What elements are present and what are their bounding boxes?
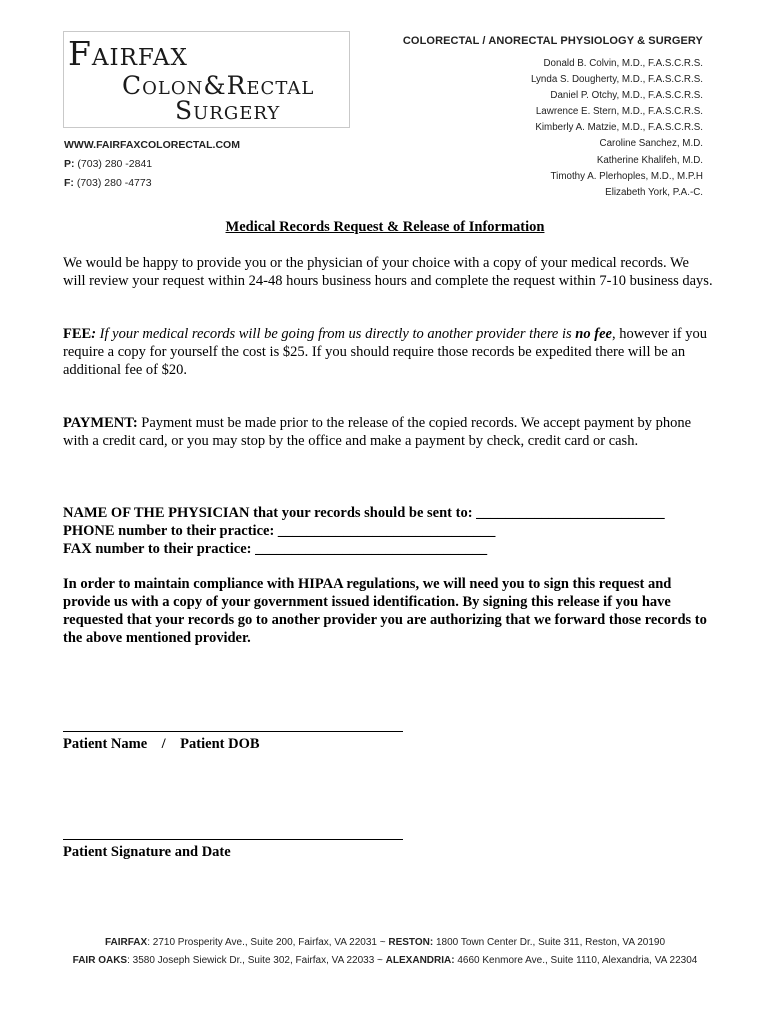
physician-fax-field[interactable]: FAX number to their practice: ________________________________ <box>63 541 488 557</box>
office-name: RESTON: <box>388 937 434 948</box>
provider-name: Donald B. Colvin, M.D., F.A.S.C.R.S. <box>543 58 703 69</box>
logo-line-3: Surgery <box>175 96 281 125</box>
fax-label: F: <box>64 177 74 189</box>
phone-number: (703) 280 -2841 <box>77 158 153 170</box>
fee-colon: : <box>91 326 97 342</box>
fax-number: (703) 280 -4773 <box>76 177 152 189</box>
office-address: 4660 Kenmore Ave., Suite 1110, Alexandria, VA 22304 <box>454 955 698 966</box>
office-name: FAIRFAX <box>104 937 148 948</box>
provider-name: Katherine Khalifeh, M.D. <box>596 154 703 166</box>
practice-title: COLORECTAL / ANORECTAL PHYSIOLOGY & SURGERY <box>402 35 703 47</box>
provider-name: Kimberly A. Matzie, M.D., F.A.S.C.R.S. <box>535 122 703 134</box>
office-address: : 2710 Prosperity Ave., Suite 200, Fairfax, VA 22031 ~ <box>147 937 389 948</box>
phone-line <box>64 158 152 170</box>
payment-text: Payment must be made prior to the release of the copied records. We accept payment by phone with a credit card, or you may stop by the office and make a payment by check, credit card or cash. <box>63 415 692 449</box>
logo-line-1: Fairfax <box>68 34 188 73</box>
fee-italic-text: If your medical records will be going from us directly to another provider there is <box>96 326 576 342</box>
provider-name: Lynda S. Dougherty, M.D., F.A.S.C.R.S. <box>530 74 703 86</box>
office-name: ALEXANDRIA: <box>385 955 455 966</box>
provider-name: Daniel P. Otchy, M.D., F.A.S.C.R.S. <box>550 90 703 102</box>
signature-date-label: Patient Signature and Date <box>63 844 231 860</box>
fax-line <box>64 177 152 189</box>
provider-name: Elizabeth York, P.A.-C. <box>605 186 703 198</box>
hipaa-paragraph: In order to maintain compliance with HIPAA regulations, we will need you to sign this request and provide us with a copy of your government issued identification. By signing this release if you have requested that your records go to another provider you are authorizing that we forward those records to the above mentioned provider. <box>63 576 707 646</box>
physician-phone-field[interactable]: PHONE number to their practice: ______________________________ <box>63 523 496 539</box>
payment-paragraph <box>63 414 713 450</box>
office-address: 1800 Town Center Dr., Suite 311, Reston, VA 20190 <box>433 937 666 948</box>
phone-label: P: <box>64 158 75 170</box>
fee-paragraph <box>63 325 713 379</box>
website-link[interactable]: WWW.FAIRFAXCOLORECTAL.COM <box>64 139 240 151</box>
fee-rest-text: , however if you require a copy for yourself the cost is $25. If you should require those records be expedited there will be an additional fee of $20. <box>63 326 707 378</box>
practice-logo <box>63 31 350 128</box>
no-fee-text: no fee <box>575 326 612 342</box>
fee-label: FEE <box>63 326 92 342</box>
signature-date-line[interactable] <box>63 839 403 840</box>
logo-line-2: Colon&Rectal <box>122 71 315 100</box>
footer-addresses-line-2 <box>0 955 770 966</box>
intro-paragraph: We would be happy to provide you or the physician of your choice with a copy of your medical records. We will review your request within 24-48 hours business hours and complete the request within 7-10 business days. <box>63 255 713 289</box>
provider-list <box>531 56 703 201</box>
footer-addresses-line-1 <box>0 937 770 948</box>
payment-label: PAYMENT: <box>63 415 138 431</box>
provider-name: Lawrence E. Stern, M.D., F.A.S.C.R.S. <box>535 106 703 118</box>
office-name: FAIR OAKS <box>72 955 128 966</box>
office-address: : 3580 Joseph Siewick Dr., Suite 302, Fairfax, VA 22033 ~ <box>127 955 386 966</box>
physician-name-field[interactable]: NAME OF THE PHYSICIAN that your records should be sent to: __________________________ <box>63 505 665 521</box>
document-title: Medical Records Request & Release of Information <box>225 219 545 235</box>
provider-name: Timothy A. Plerhoples, M.D., M.P.H <box>550 170 703 182</box>
provider-name: Caroline Sanchez, M.D. <box>599 138 703 150</box>
name-dob-signature-line[interactable] <box>63 731 403 732</box>
name-dob-label: Patient Name / Patient DOB <box>63 736 260 752</box>
